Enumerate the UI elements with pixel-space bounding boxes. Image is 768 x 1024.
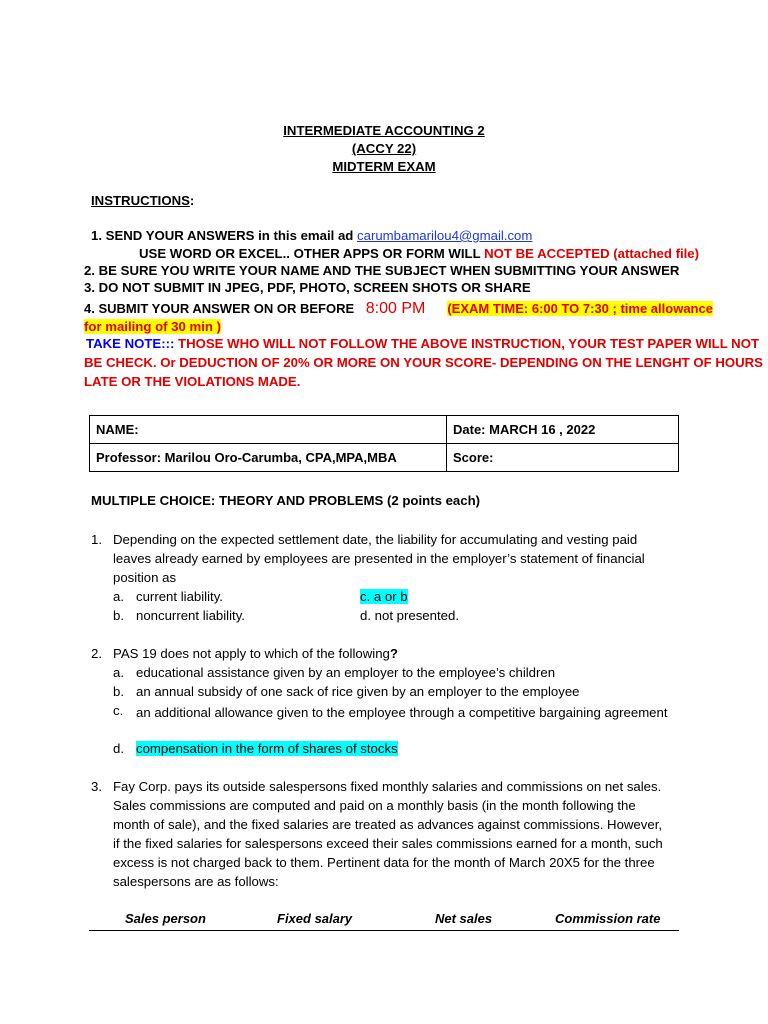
option-letter: c. bbox=[113, 703, 124, 718]
instruction-1: 1. SEND YOUR ANSWERS in this email ad carumbamarilou4@gmail.com bbox=[91, 228, 533, 243]
instruction-1b: USE WORD OR EXCEL.. OTHER APPS OR FORM WILL NOT BE ACCEPTED (attached file) bbox=[139, 246, 700, 261]
student-info-table bbox=[89, 415, 679, 472]
instruction-3: 3. DO NOT SUBMIT IN JPEG, PDF, PHOTO, SCREEN SHOTS OR SHARE bbox=[84, 280, 531, 295]
column-header: Net sales bbox=[435, 911, 493, 926]
instruction-4: 4. SUBMIT YOUR ANSWER ON OR BEFORE 8:00 PM (EXAM TIME: 6:00 TO 7:30 ; time allowance bbox=[84, 300, 713, 317]
course-title: INTERMEDIATE ACCOUNTING 2 bbox=[283, 123, 485, 138]
option-text: educational assistance given by an employer to the employee’s children bbox=[136, 665, 556, 680]
take-note-line3: LATE OR THE VIOLATIONS MADE. bbox=[84, 374, 301, 389]
option-letter: b. bbox=[113, 684, 124, 699]
question-text: Fay Corp. pays its outside salespersons fixed monthly salaries and commissions on net sales. bbox=[113, 779, 662, 794]
instruction-4-cont: for mailing of 30 min ) bbox=[84, 319, 222, 334]
option-text: current liability. bbox=[136, 589, 223, 604]
option-text: noncurrent liability. bbox=[136, 608, 245, 623]
option-text: d. not presented. bbox=[360, 608, 459, 623]
column-header: Sales person bbox=[125, 911, 206, 926]
exam-title: MIDTERM EXAM bbox=[332, 159, 436, 174]
correct-answer-highlight: c. a or b bbox=[360, 589, 408, 604]
question-text: month of sale), and the fixed salaries are treated as advances against commissions. However, bbox=[113, 817, 663, 832]
question-text: Depending on the expected settlement date, the liability for accumulating and vesting paid bbox=[113, 532, 638, 547]
exam-time-note: (EXAM TIME: 6:00 TO 7:30 ; time allowance bbox=[447, 301, 713, 316]
question-number: 2. bbox=[91, 646, 102, 661]
option-letter: a. bbox=[113, 589, 124, 604]
column-header: Fixed salary bbox=[277, 911, 353, 926]
question-text: position as bbox=[113, 570, 177, 585]
question-text: PAS 19 does not apply to which of the following? bbox=[113, 646, 398, 661]
take-note-line2: BE CHECK. Or DEDUCTION OF 20% OR MORE ON YOUR SCORE- DEPENDING ON THE LENGHT OF HOURS bbox=[84, 355, 763, 370]
email-link[interactable]: carumbamarilou4@gmail.com bbox=[357, 228, 533, 243]
take-note-line1: TAKE NOTE::: THOSE WHO WILL NOT FOLLOW THE ABOVE INSTRUCTION, YOUR TEST PAPER WILL NOT bbox=[86, 336, 760, 351]
section-title: MULTIPLE CHOICE: THEORY AND PROBLEMS (2 points each) bbox=[91, 493, 481, 508]
date-field: Date: MARCH 16 , 2022 bbox=[447, 416, 679, 444]
not-accepted-warning: NOT BE ACCEPTED (attached file) bbox=[484, 246, 700, 261]
question-text: salespersons are as follows: bbox=[113, 874, 279, 889]
option-letter: a. bbox=[113, 665, 124, 680]
instructions-heading: INSTRUCTIONS: bbox=[91, 193, 195, 208]
question-text: excess is not charged back to them. Pertinent data for the month of March 20X5 for the three bbox=[113, 855, 655, 870]
question-text: Sales commissions are computed and paid on a monthly basis (in the month following the bbox=[113, 798, 636, 813]
question-number: 1. bbox=[91, 532, 102, 547]
sales-table-header bbox=[89, 909, 679, 931]
take-note-label: TAKE NOTE::: bbox=[86, 336, 175, 351]
deadline-time: 8:00 PM bbox=[365, 300, 426, 317]
name-field[interactable]: NAME: bbox=[90, 416, 447, 444]
score-field[interactable]: Score: bbox=[447, 444, 679, 472]
option-text: an annual subsidy of one sack of rice given by an employer to the employee bbox=[136, 684, 580, 699]
question-number: 3. bbox=[91, 779, 102, 794]
option-letter: d. bbox=[113, 741, 124, 756]
option-letter: b. bbox=[113, 608, 124, 623]
column-header: Commission rate bbox=[555, 911, 661, 926]
question-text: if the fixed salaries for salespersons exceed their sales commissions earned for a month, such bbox=[113, 836, 663, 851]
professor-field: Professor: Marilou Oro-Carumba, CPA,MPA,MBA bbox=[90, 444, 447, 472]
correct-answer-highlight: compensation in the form of shares of stocks bbox=[136, 741, 398, 756]
course-code: (ACCY 22) bbox=[351, 141, 417, 156]
question-text: leaves already earned by employees are presented in the employer’s statement of financial bbox=[113, 551, 645, 566]
option-text: an additional allowance given to the employee through a competitive bargaining agreement bbox=[136, 705, 668, 720]
instruction-2: 2. BE SURE YOU WRITE YOUR NAME AND THE SUBJECT WHEN SUBMITTING YOUR ANSWER bbox=[84, 263, 680, 278]
